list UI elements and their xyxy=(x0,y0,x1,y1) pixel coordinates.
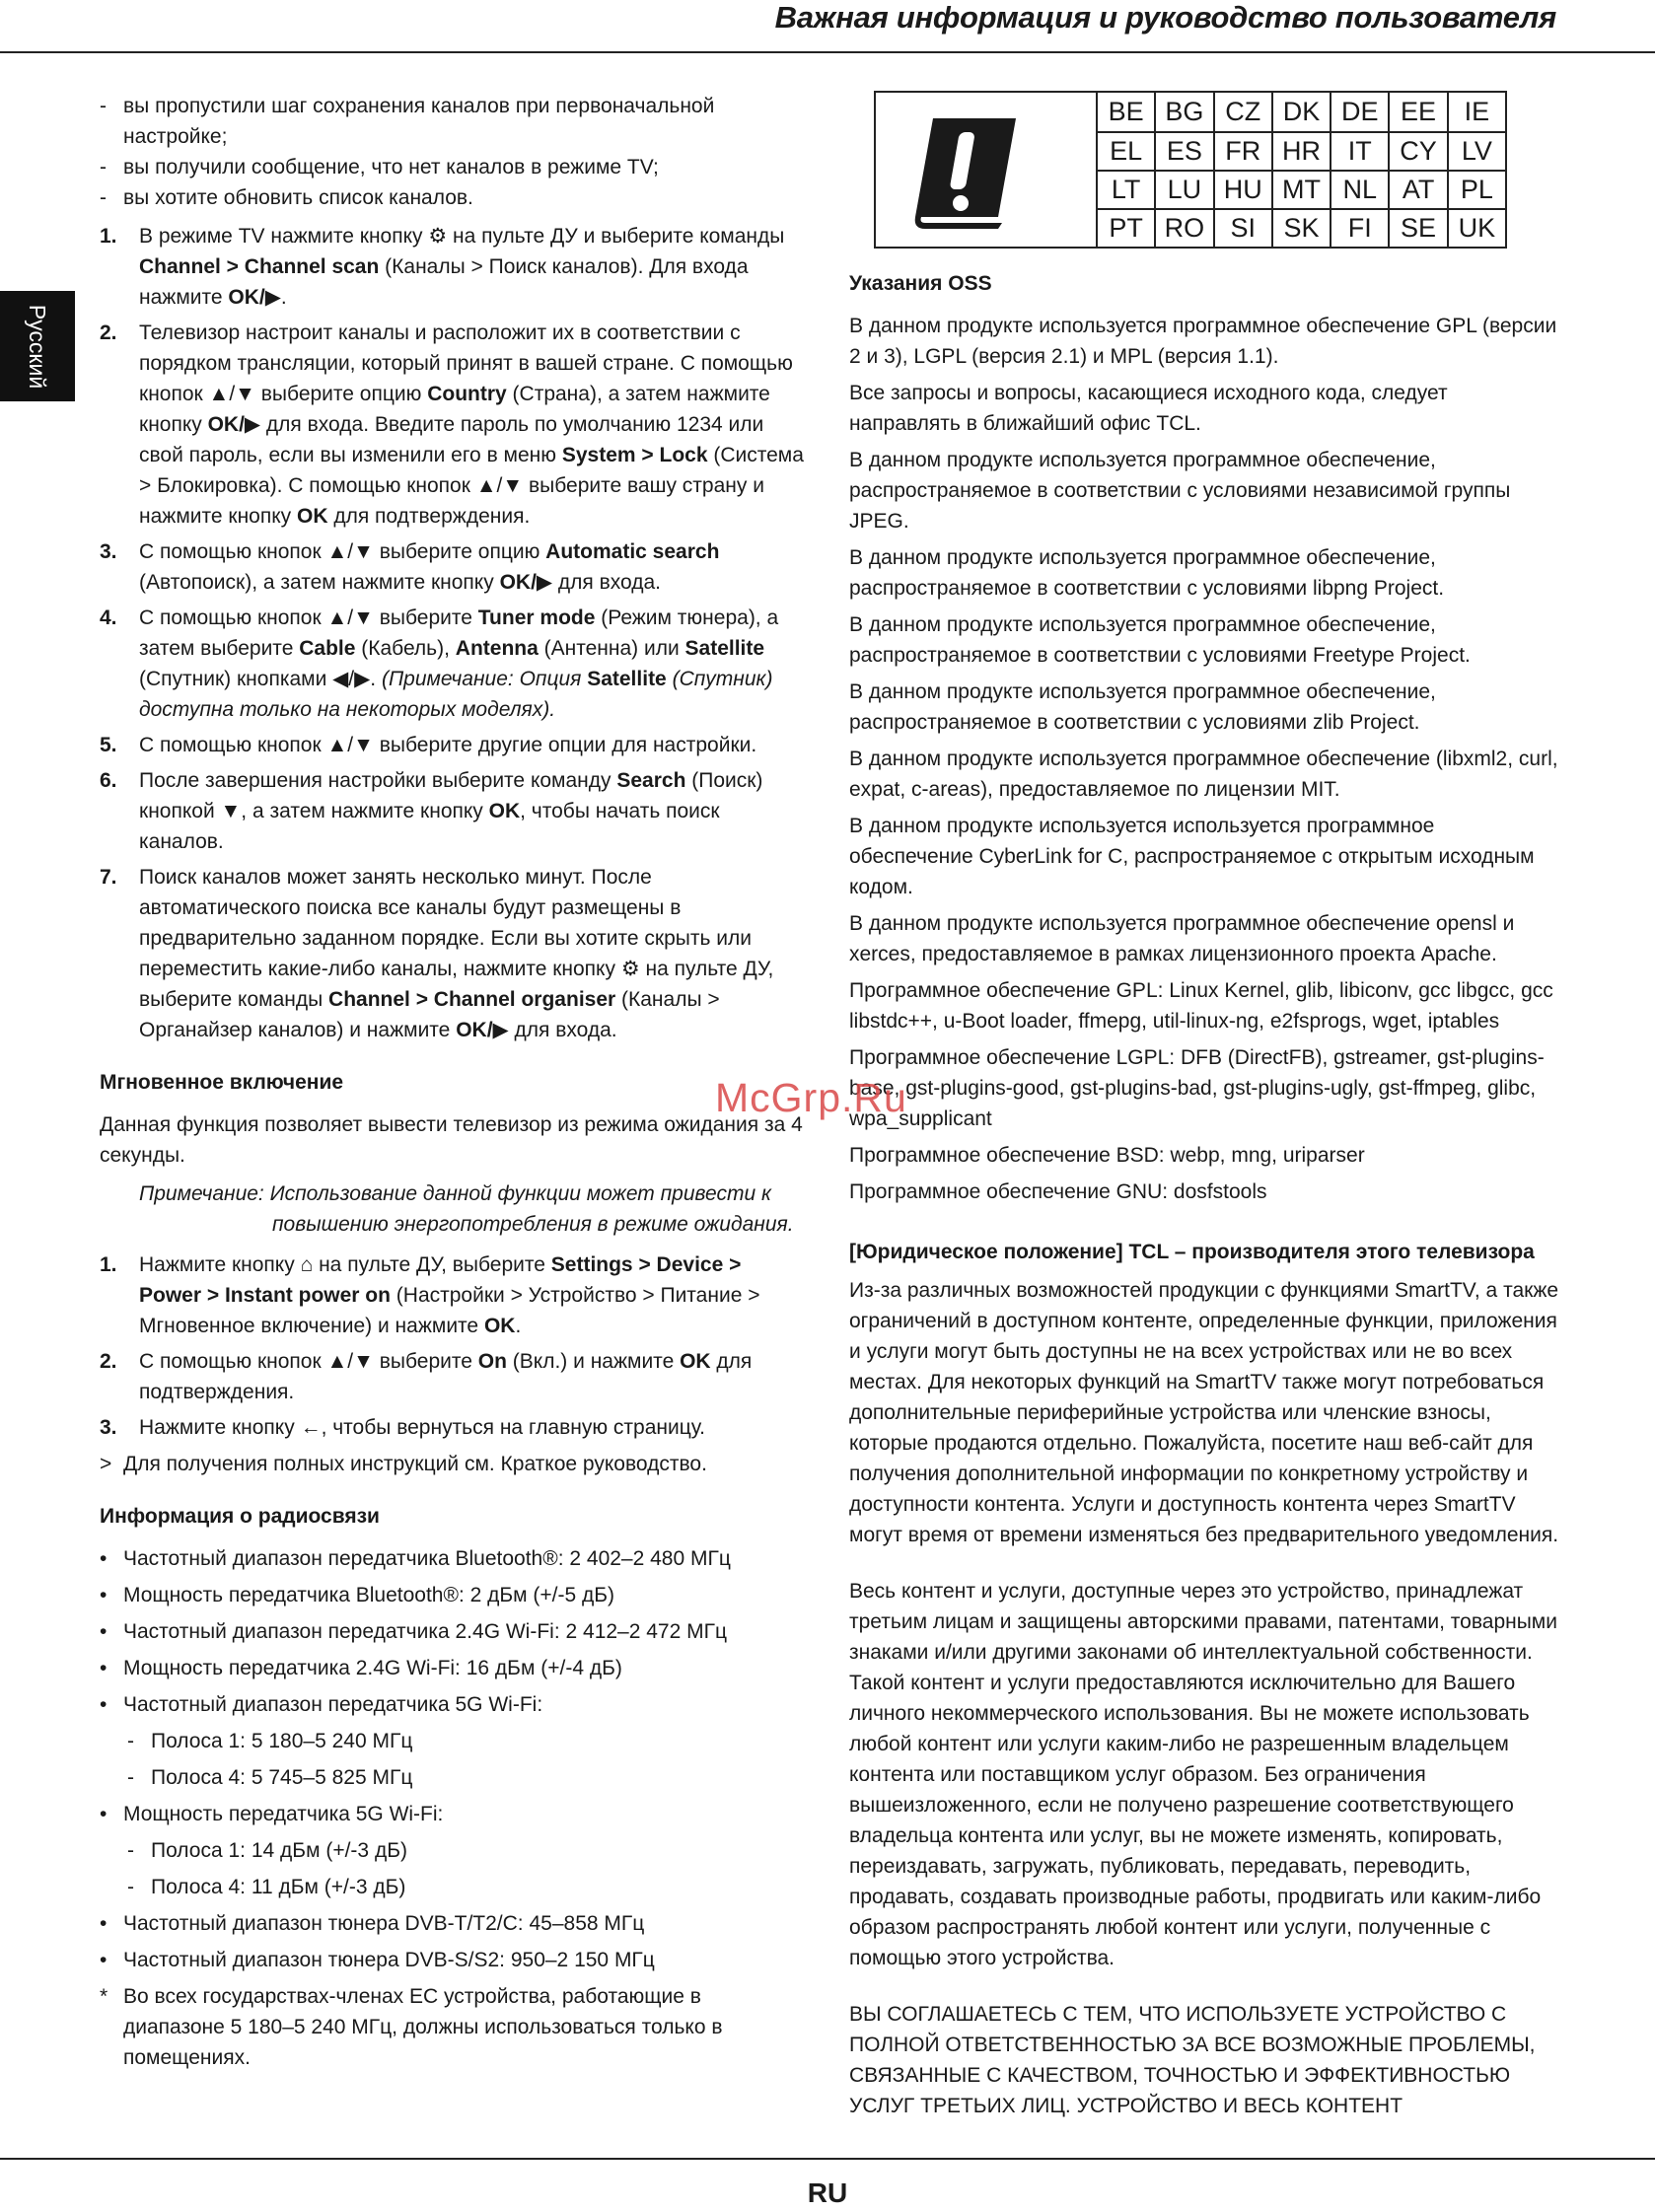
list-item: • Мощность передатчика Bluetooth®: 2 дБм (+/-5 дБ) xyxy=(100,1584,615,1606)
list-item: • Мощность передатчика 2.4G Wi-Fi: 16 дБм (+/-4 дБ) xyxy=(100,1657,622,1679)
legal-paragraph: Из-за различных возможностей продукции с функциями SmartTV, а также ограничений в доступном контенте, определенные функции, приложения и услуги могут быть доступны не на всех устройствах или не во всех местах. Для некоторых функций на SmartTV также могут потребоваться дополнительные периферийные устройства или членские взносы, которые продаются отдельно. Пожалуйста, посетите наш веб-сайт для получения дополнительной информации по конкретному устройству и доступности контента. Услуги и доступность контента через SmartTV могут время от времени изменяться без предварительного уведомления. xyxy=(849,1279,1559,1546)
instant-power-steps xyxy=(100,1249,806,1443)
quick-guide-note: > Для получения полных инструкций см. Краткое руководство. xyxy=(100,1453,707,1475)
list-item: • Частотный диапазон передатчика 2.4G Wi-Fi: 2 412–2 472 МГц xyxy=(100,1620,728,1643)
country-code: EL xyxy=(1096,131,1154,170)
oss-paragraph: В данном продукте используется программное обеспечение, распространяемое в соответствии с условиями независимой группы JPEG. xyxy=(849,449,1511,533)
home-icon: ⌂ xyxy=(300,1253,314,1276)
country-code: HR xyxy=(1271,131,1330,170)
list-item: • Частотный диапазон передатчика Bluetooth®: 2 402–2 480 МГц xyxy=(100,1547,731,1570)
page-header-title: Важная информация и руководство пользователя xyxy=(774,0,1556,35)
oss-paragraph: Программное обеспечение BSD: webp, mng, uriparser xyxy=(849,1144,1365,1167)
footer-divider xyxy=(0,2158,1655,2160)
country-code: DK xyxy=(1271,93,1330,131)
watermark: McGrp.Ru xyxy=(715,1075,907,1120)
country-code: EE xyxy=(1388,93,1446,131)
country-code: SK xyxy=(1271,208,1330,247)
step-item: 1. В режиме TV нажмите кнопку ⚙ на пульте ДУ и выберите команды Channel > Channel scan (Каналы > Поиск каналов). Для входа нажмите OK/▶. xyxy=(100,225,785,309)
oss-paragraph: Программное обеспечение GNU: dosfstools xyxy=(849,1180,1267,1203)
list-item: * Во всех государствах-членах ЕС устройства, работающие в диапазоне 5 180–5 240 МГц, должны использоваться только в помещениях. xyxy=(100,1985,723,2069)
country-code: ES xyxy=(1154,131,1212,170)
country-code: SI xyxy=(1213,208,1271,247)
step-item: 3. С помощью кнопок ▲/▼ выберите опцию Automatic search (Автопоиск), а затем нажмите кнопку OK/▶ для входа. xyxy=(100,540,720,594)
list-item: - Полоса 1: 5 180–5 240 МГц xyxy=(127,1730,413,1752)
step-item: 2. С помощью кнопок ▲/▼ выберите On (Вкл.) и нажмите OK для подтверждения. xyxy=(100,1350,753,1403)
country-code: SE xyxy=(1388,208,1446,247)
country-code: PL xyxy=(1447,170,1505,208)
country-code: RO xyxy=(1154,208,1212,247)
oss-paragraph: В данном продукте используется программное обеспечение (libxml2, curl, expat, c-areas), предоставляемое по лицензии MIT. xyxy=(849,748,1558,801)
list-item: - Полоса 1: 14 дБм (+/-3 дБ) xyxy=(127,1839,407,1862)
section-heading-instant-power: Мгновенное включение xyxy=(100,1071,344,1094)
oss-paragraph: В данном продукте используется программное обеспечение GPL (версии 2 и 3), LGPL (версия 2.1) и MPL (версия 1.1). xyxy=(849,315,1557,368)
oss-paragraph: В данном продукте используется используется программное обеспечение CyberLink for C, распространяемое с открытым исходным кодом. xyxy=(849,815,1535,898)
list-item: - вы получили сообщение, что нет каналов в режиме TV; xyxy=(100,156,659,178)
page-language-label: RU xyxy=(807,2177,848,2208)
country-code: CY xyxy=(1388,131,1446,170)
step-item: 4. С помощью кнопок ▲/▼ выберите Tuner mode (Режим тюнера), а затем выберите Cable (Кабель), Antenna (Антенна) или Satellite (Спутник) кнопками ◀/▶. (Примечание: Опция Satellite (Спутник) доступна только на некоторых моделях). xyxy=(100,607,779,721)
oss-paragraph: Программное обеспечение GPL: Linux Kernel, glib, libiconv, gcc libgcc, gcc libstdc++, u-Boot loader, ffmepg, util-linux-ng, e2fsprogs, wget, iptables xyxy=(849,979,1553,1033)
country-code: IT xyxy=(1330,131,1388,170)
language-label: Русский xyxy=(25,304,51,389)
list-item: - вы хотите обновить список каналов. xyxy=(100,186,473,209)
country-code: FR xyxy=(1213,131,1271,170)
section-heading-legal: [Юридическое положение] TCL – производителя этого телевизора xyxy=(849,1241,1535,1263)
step-item: 7. Поиск каналов может занять несколько минут. После автоматического поиска все каналы будут размещены в предварительно заданном порядке. Если вы хотите скрыть или переместить какие-либо каналы, нажмите кнопку ⚙ на пульте ДУ, выберите команды Channel > Channel organiser (Каналы > Органайзер каналов) и нажмите OK/▶ для входа. xyxy=(100,866,774,1041)
right-column xyxy=(849,91,1561,2127)
country-code: HU xyxy=(1213,170,1271,208)
intro-list xyxy=(100,91,806,213)
warning-book-icon xyxy=(913,114,1022,231)
country-code: CZ xyxy=(1213,93,1271,131)
settings-icon: ⚙ xyxy=(620,958,640,980)
oss-paragraph: Программное обеспечение LGPL: DFB (DirectFB), gstreamer, gst-plugins-base, gst-plugins-good, gst-plugins-bad, gst-plugins-ugly, gst-ffmpeg, glibc, wpa_supplicant xyxy=(849,1046,1545,1130)
step-item: 1. Нажмите кнопку ⌂ на пульте ДУ, выберите Settings > Device > Power > Instant power on (Настройки > Устройство > Питание > Мгновенное включение) и нажмите OK. xyxy=(100,1253,760,1337)
list-item: • Частотный диапазон тюнера DVB-S/S2: 950–2 150 МГц xyxy=(100,1949,655,1971)
section-heading-radio: Информация о радиосвязи xyxy=(100,1505,380,1528)
section-heading-oss: Указания OSS xyxy=(849,272,992,295)
oss-paragraph: Все запросы и вопросы, касающиеся исходного кода, следует направлять в ближайший офис TCL. xyxy=(849,382,1448,435)
country-code: IE xyxy=(1447,93,1505,131)
instant-power-note: Примечание: Использование данной функции может привести к повышению энергопотребления в режиме ожидания. xyxy=(139,1182,794,1236)
country-code: MT xyxy=(1271,170,1330,208)
list-item: • Частотный диапазон тюнера DVB-T/T2/C: 45–858 МГц xyxy=(100,1912,645,1935)
oss-paragraph: В данном продукте используется программное обеспечение opensl и xerces, предоставляемое в рамках лицензионного проекта Apache. xyxy=(849,912,1515,965)
language-side-tab xyxy=(0,291,75,401)
country-code: LV xyxy=(1447,131,1505,170)
list-item: • Мощность передатчика 5G Wi-Fi: xyxy=(100,1803,444,1825)
list-item: • Частотный диапазон передатчика 5G Wi-Fi: xyxy=(100,1693,543,1716)
back-arrow-icon: ← xyxy=(300,1416,322,1439)
country-code: PT xyxy=(1096,208,1154,247)
step-item: 2. Телевизор настроит каналы и расположит их в соответствии с порядком трансляции, который принят в вашей стране. С помощью кнопок ▲/▼ выберите опцию Country (Страна), а затем нажмите кнопку OK/▶ для входа. Введите пароль по умолчанию 1234 или свой пароль, если вы изменили его в меню System > Lock (Система > Блокировка). С помощью кнопок ▲/▼ выберите вашу страну и нажмите кнопку OK для подтверждения. xyxy=(100,321,804,528)
channel-scan-steps xyxy=(100,221,806,1045)
eu-country-box xyxy=(874,91,1507,249)
oss-paragraphs xyxy=(849,311,1561,1207)
oss-paragraph: В данном продукте используется программное обеспечение, распространяемое в соответствии с условиями zlib Project. xyxy=(849,680,1436,734)
country-code: BE xyxy=(1096,93,1154,131)
country-code: DE xyxy=(1330,93,1388,131)
list-item: - вы пропустили шаг сохранения каналов при первоначальной настройке; xyxy=(100,95,715,148)
country-code: LT xyxy=(1096,170,1154,208)
country-code-grid xyxy=(1096,93,1505,247)
step-item: 3. Нажмите кнопку ←, чтобы вернуться на главную страницу. xyxy=(100,1416,705,1439)
header-divider xyxy=(0,51,1655,53)
instant-power-description: Данная функция позволяет вывести телевизор из режима ожидания за 4 секунды. xyxy=(100,1113,803,1167)
left-column xyxy=(100,91,806,2079)
oss-paragraph: В данном продукте используется программное обеспечение, распространяемое в соответствии с условиями libpng Project. xyxy=(849,546,1445,600)
legal-paragraph: Весь контент и услуги, доступные через это устройство, принадлежат третьим лицам и защищены авторскими правами, патентами, товарными знаками и/или другими законами об интеллектуальной собственности. Такой контент и услуги предоставляются исключительно для Вашего личного некоммерческого использования. Вы не можете использовать любой контент или услуги каким-либо не разрешенным владельцем контента или поставщиком услуг образом. Без ограничения вышеизложенного, если не получено разрешение соответствующего владельца контента или услуг, вы не можете изменять, копировать, переиздавать, загружать, публиковать, передавать, переводить, продавать, создавать производные работы, продвигать или каким-либо образом распространять любой контент или услуги, полученные с помощью этого устройства. xyxy=(849,1580,1557,1969)
settings-icon: ⚙ xyxy=(428,225,448,248)
country-code: LU xyxy=(1154,170,1212,208)
step-item: 5. С помощью кнопок ▲/▼ выберите другие опции для настройки. xyxy=(100,734,757,756)
legal-paragraph-caps: ВЫ СОГЛАШАЕТЕСЬ С ТЕМ, ЧТО ИСПОЛЬЗУЕТЕ УСТРОЙСТВО С ПОЛНОЙ ОТВЕТСТВЕННОСТЬЮ ЗА ВСЕ ВОЗМОЖНЫЕ ПРОБЛЕМЫ, СВЯЗАННЫЕ С КАЧЕСТВОМ, ТОЧНОСТЬЮ И ЭФФЕКТИВНОСТЬЮ УСЛУГ ТРЕТЬИХ ЛИЦ. УСТРОЙСТВО И ВЕСЬ КОНТЕНТ xyxy=(849,2003,1536,2117)
radio-info-list xyxy=(100,1543,806,2073)
list-item: - Полоса 4: 5 745–5 825 МГц xyxy=(127,1766,413,1789)
country-code: FI xyxy=(1330,208,1388,247)
country-code: BG xyxy=(1154,93,1212,131)
country-code: NL xyxy=(1330,170,1388,208)
oss-paragraph: В данном продукте используется программное обеспечение, распространяемое в соответствии с условиями Freetype Project. xyxy=(849,613,1471,667)
country-code: AT xyxy=(1388,170,1446,208)
step-item: 6. После завершения настройки выберите команду Search (Поиск) кнопкой ▼, а затем нажмите кнопку OK, чтобы начать поиск каналов. xyxy=(100,769,763,853)
list-item: - Полоса 4: 11 дБм (+/-3 дБ) xyxy=(127,1876,406,1898)
country-code: UK xyxy=(1447,208,1505,247)
